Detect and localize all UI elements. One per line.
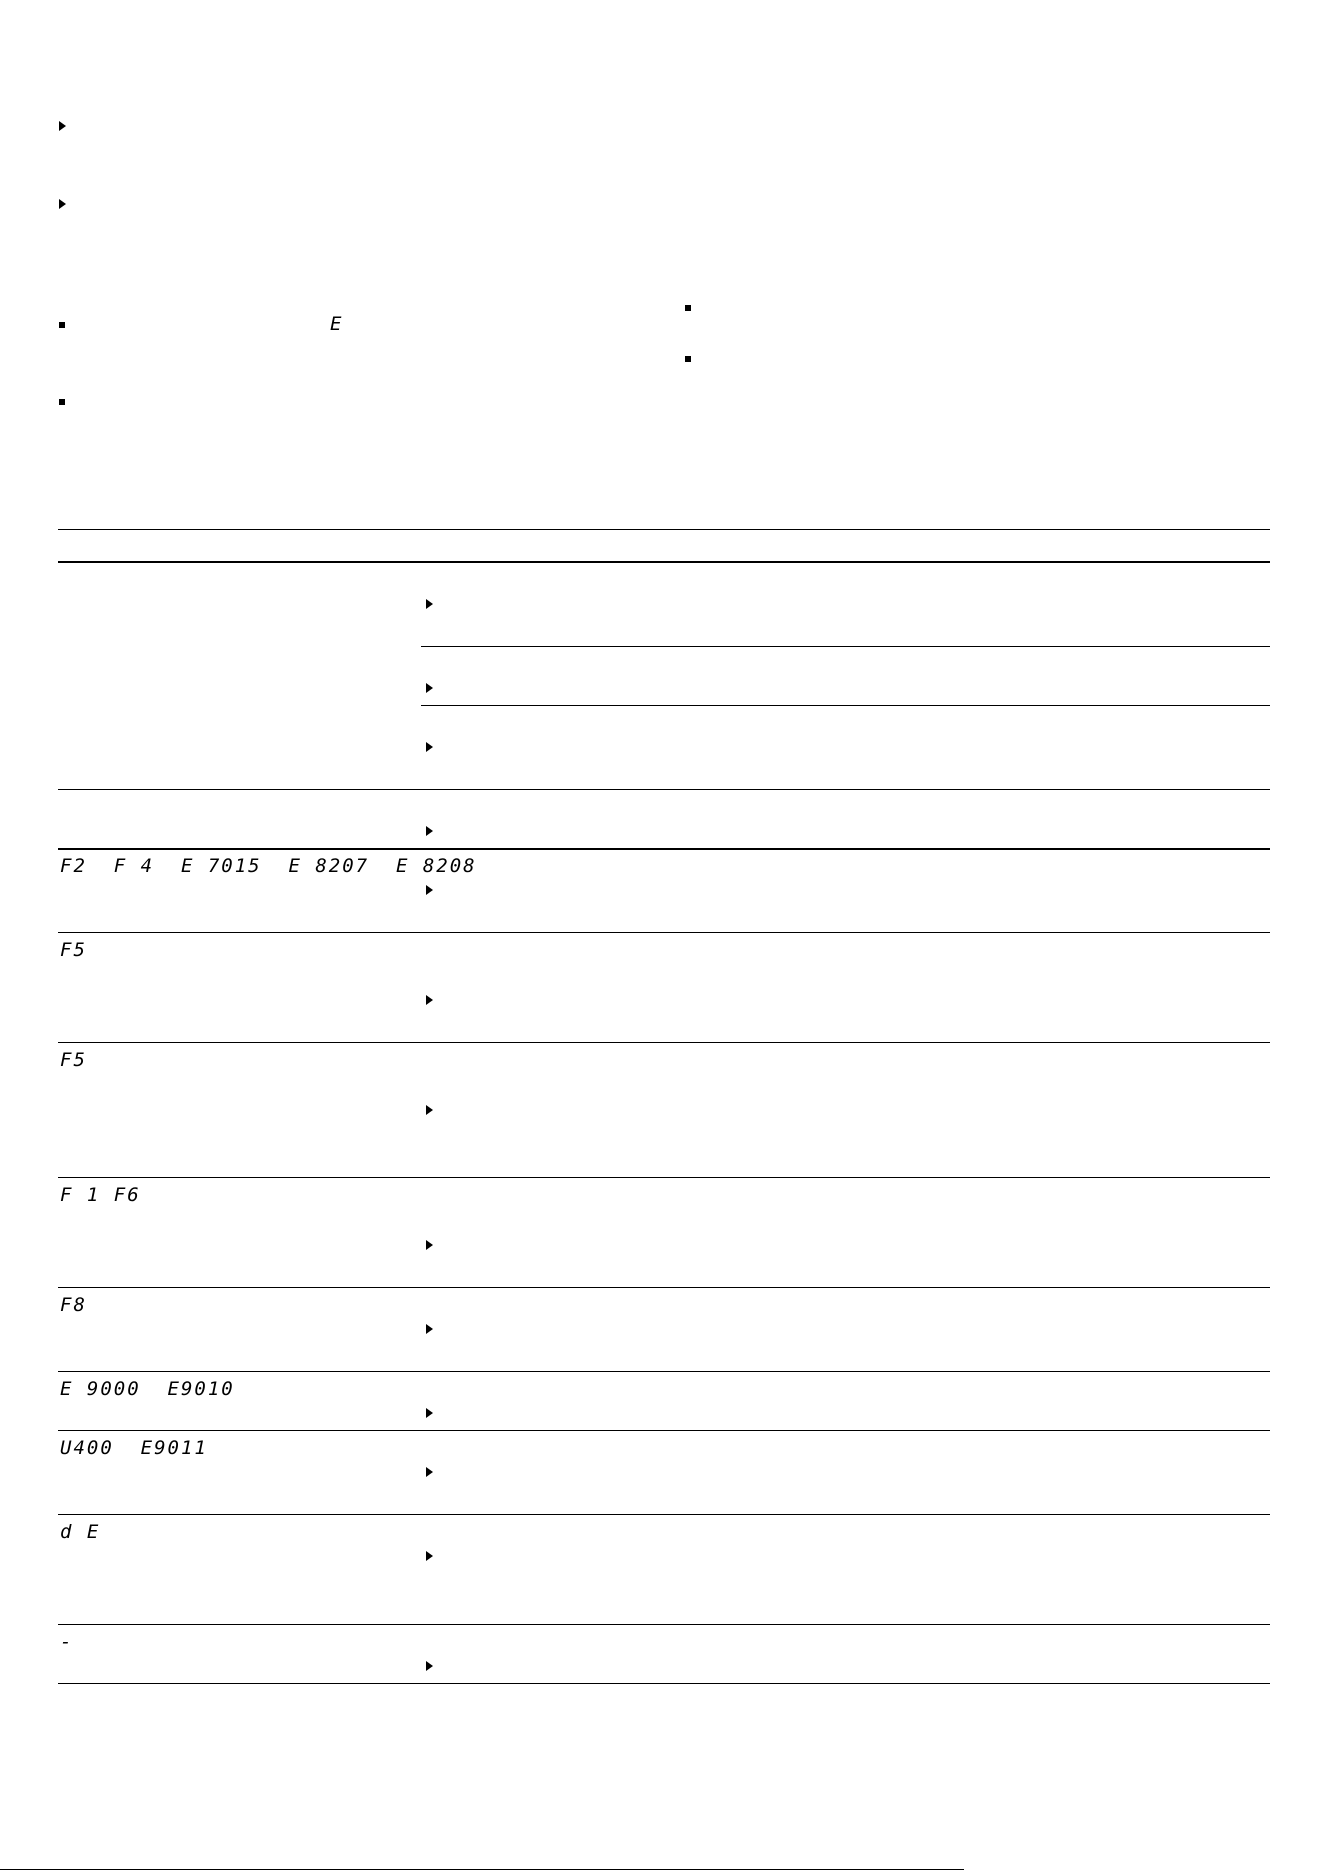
error-code-cell: U400 E9011 bbox=[60, 1437, 208, 1459]
row-rule bbox=[58, 1430, 1270, 1431]
remedy-arrow-icon bbox=[426, 1467, 433, 1477]
remedy-arrow-icon bbox=[426, 683, 433, 693]
error-code-cell: F 1 F6 bbox=[60, 1184, 141, 1206]
table-header-rule bbox=[58, 561, 1270, 563]
remedy-arrow-icon bbox=[426, 1551, 433, 1561]
row-rule bbox=[58, 1514, 1270, 1515]
sub-row-rule bbox=[421, 646, 1270, 647]
remedy-arrow-icon bbox=[426, 742, 433, 752]
bullet-square-icon bbox=[59, 399, 65, 405]
table-top-rule bbox=[58, 529, 1270, 530]
remedy-arrow-icon bbox=[426, 1661, 433, 1671]
row-rule bbox=[58, 1624, 1270, 1625]
table-bottom-rule bbox=[58, 1683, 1270, 1684]
row-rule bbox=[58, 1371, 1270, 1372]
row-rule bbox=[58, 1287, 1270, 1288]
error-code-cell: F2 F 4 E 7015 E 8207 E 8208 bbox=[60, 855, 477, 877]
bullet-square-icon bbox=[685, 305, 691, 311]
error-code-cell: F8 bbox=[60, 1294, 87, 1316]
row-rule bbox=[58, 1042, 1270, 1043]
row-rule bbox=[58, 1177, 1270, 1178]
error-code-cell: F5 bbox=[60, 939, 87, 961]
bullet-square-icon bbox=[59, 322, 65, 328]
error-code-cell: F5 bbox=[60, 1049, 87, 1071]
remedy-arrow-icon bbox=[426, 1324, 433, 1334]
error-code-e: E bbox=[330, 313, 342, 335]
footer-rule bbox=[0, 1869, 964, 1870]
remedy-arrow-icon bbox=[426, 885, 433, 895]
row-rule bbox=[58, 932, 1270, 933]
row-rule bbox=[58, 848, 1270, 850]
error-code-cell: d E bbox=[60, 1521, 101, 1543]
remedy-arrow-icon bbox=[426, 1408, 433, 1418]
error-code-cell: E 9000 E9010 bbox=[60, 1378, 235, 1400]
sub-row-rule bbox=[421, 705, 1270, 706]
remedy-arrow-icon bbox=[426, 1105, 433, 1115]
bullet-arrow-icon bbox=[59, 199, 66, 209]
row-rule bbox=[58, 789, 1270, 790]
error-code-cell: - bbox=[60, 1631, 74, 1653]
bullet-square-icon bbox=[685, 356, 691, 362]
remedy-arrow-icon bbox=[426, 995, 433, 1005]
remedy-arrow-icon bbox=[426, 1240, 433, 1250]
remedy-arrow-icon bbox=[426, 599, 433, 609]
bullet-arrow-icon bbox=[59, 121, 66, 131]
remedy-arrow-icon bbox=[426, 826, 433, 836]
